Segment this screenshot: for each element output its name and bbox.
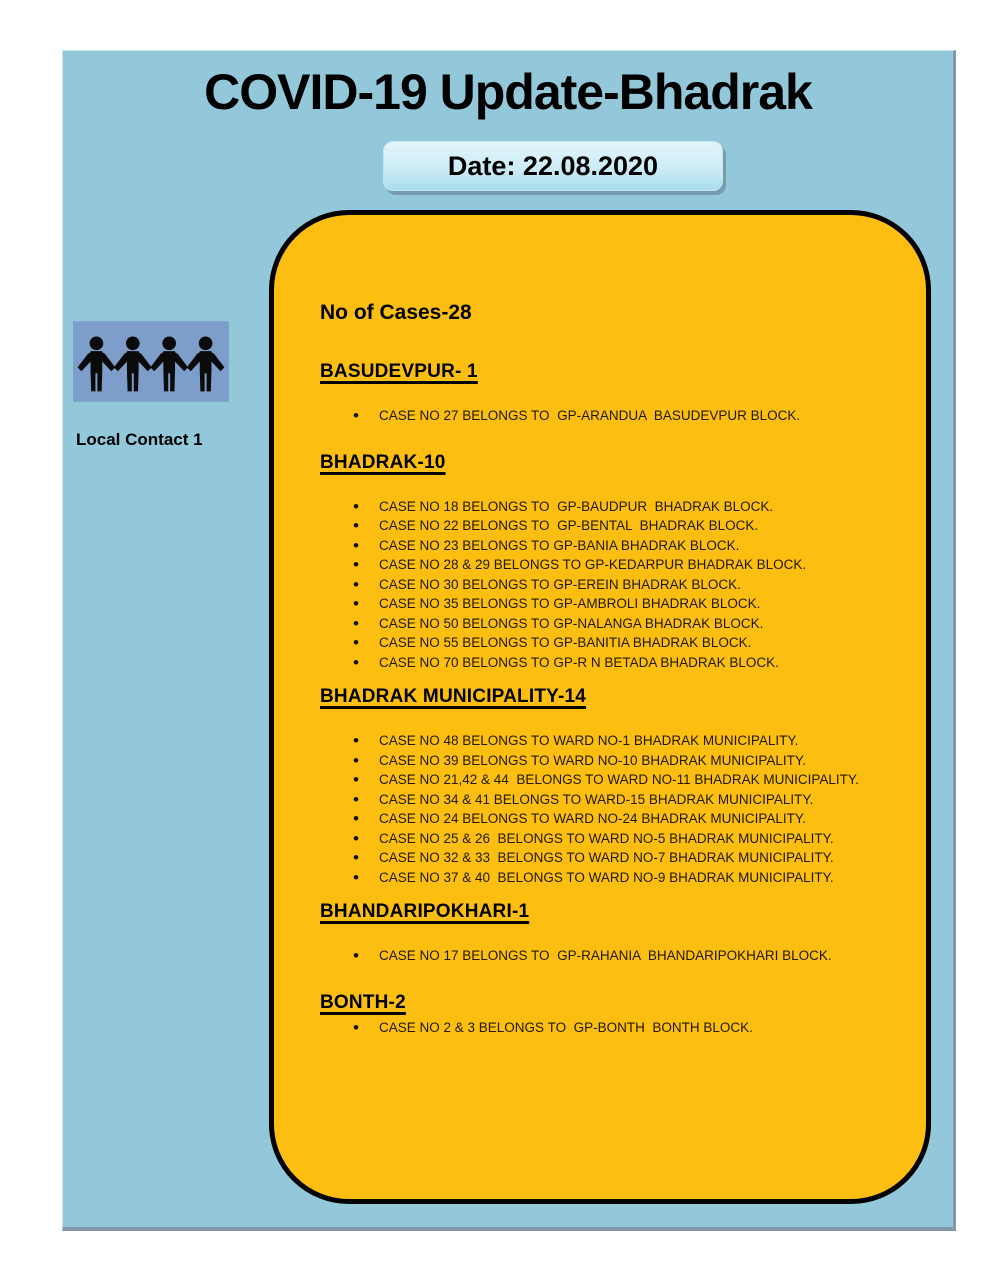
date-text: Date: 22.08.2020 <box>447 150 659 181</box>
section-bhadrak-municipality <box>320 686 886 887</box>
case-item: • CASE NO 70 BELONGS TO GP-R N BETADA BHADRAK BLOCK. <box>352 653 886 673</box>
section-heading: BHADRAK MUNICIPALITY-14 <box>320 686 587 707</box>
page-title: COVID-19 Update-Bhadrak <box>204 64 812 120</box>
case-item: • CASE NO 2 & 3 BELONGS TO GP-BONTH BONTH BLOCK. <box>352 1018 886 1038</box>
date-badge <box>383 141 723 191</box>
section-heading: BONTH-2 <box>320 991 406 1013</box>
case-item: • CASE NO 27 BELONGS TO GP-ARANDUA BASUDEVPUR BLOCK. <box>352 406 886 426</box>
case-list <box>352 1018 886 1038</box>
people-holding-hands-icon <box>73 313 229 410</box>
case-item: • CASE NO 22 BELONGS TO GP-BENTAL BHADRAK BLOCK. <box>352 516 886 536</box>
case-item: • CASE NO 55 BELONGS TO GP-BANITIA BHADRAK BLOCK. <box>352 633 886 653</box>
local-contact-card <box>73 313 229 410</box>
case-item: • CASE NO 28 & 29 BELONGS TO GP-KEDARPUR BHADRAK BLOCK. <box>352 555 886 575</box>
case-item: • CASE NO 30 BELONGS TO GP-EREIN BHADRAK BLOCK. <box>352 575 886 595</box>
case-item: • CASE NO 18 BELONGS TO GP-BAUDPUR BHADRAK BLOCK. <box>352 497 886 517</box>
case-list <box>352 946 886 966</box>
case-item: • CASE NO 32 & 33 BELONGS TO WARD NO-7 BHADRAK MUNICIPALITY. <box>352 848 886 868</box>
case-list <box>352 731 886 887</box>
case-item: • CASE NO 23 BELONGS TO GP-BANIA BHADRAK BLOCK. <box>352 536 886 556</box>
case-list <box>352 406 886 426</box>
case-list <box>352 497 886 673</box>
cases-summary-card <box>269 210 931 1204</box>
section-heading: BHADRAK-10 <box>320 451 446 473</box>
case-item: • CASE NO 39 BELONGS TO WARD NO-10 BHADRAK MUNICIPALITY. <box>352 751 886 771</box>
local-contact-label: Local Contact 1 <box>76 430 203 449</box>
section-heading: BHANDARIPOKHARI-1 <box>320 901 530 922</box>
section-basudevpur <box>320 361 886 426</box>
slide-panel <box>62 50 956 1231</box>
section-bhandaripokhari <box>320 901 886 966</box>
case-item: • CASE NO 48 BELONGS TO WARD NO-1 BHADRAK MUNICIPALITY. <box>352 731 886 751</box>
case-item: • CASE NO 37 & 40 BELONGS TO WARD NO-9 BHADRAK MUNICIPALITY. <box>352 868 886 888</box>
case-item: • CASE NO 21,42 & 44 BELONGS TO WARD NO-11 BHADRAK MUNICIPALITY. <box>352 770 886 790</box>
case-item: • CASE NO 50 BELONGS TO GP-NALANGA BHADRAK BLOCK. <box>352 614 886 634</box>
case-item: • CASE NO 17 BELONGS TO GP-RAHANIA BHANDARIPOKHARI BLOCK. <box>352 946 886 966</box>
case-item: • CASE NO 25 & 26 BELONGS TO WARD NO-5 BHADRAK MUNICIPALITY. <box>352 829 886 849</box>
section-heading: BASUDEVPUR- 1 <box>320 361 478 382</box>
case-item: • CASE NO 35 BELONGS TO GP-AMBROLI BHADRAK BLOCK. <box>352 594 886 614</box>
case-item: • CASE NO 34 & 41 BELONGS TO WARD-15 BHADRAK MUNICIPALITY. <box>352 790 886 810</box>
total-cases-label: No of Cases-28 <box>320 301 472 324</box>
case-item: • CASE NO 24 BELONGS TO WARD NO-24 BHADRAK MUNICIPALITY. <box>352 809 886 829</box>
section-bonth <box>320 992 886 1038</box>
section-bhadrak <box>320 452 886 673</box>
